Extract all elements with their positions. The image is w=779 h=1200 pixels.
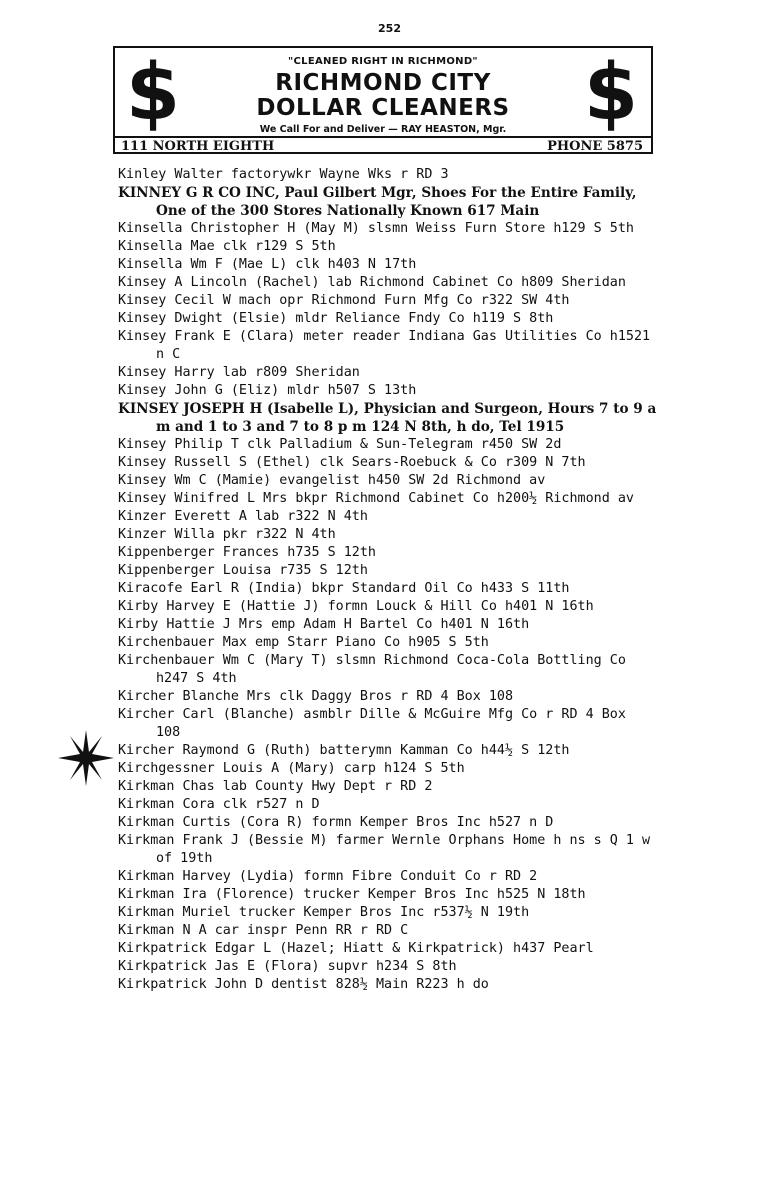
ad-divider	[115, 136, 651, 138]
directory-entry: Kinsey A Lincoln (Rachel) lab Richmond Cabinet Co h809 Sheridan	[118, 275, 626, 290]
ad-address: 111 NORTH EIGHTH	[121, 139, 275, 154]
directory-entry: Kinley Walter factorywkr Wayne Wks r RD 3	[118, 167, 449, 182]
directory-entry: KINSEY JOSEPH H (Isabelle L), Physician and Surgeon, Hours 7 to 9 a m and 1 to 3 and 7 to 8 p m 124 N 8th, h do, Tel 1915	[118, 401, 657, 435]
directory-entry: Kippenberger Louisa r735 S 12th	[118, 563, 368, 578]
directory-entry: Kinsey Winifred L Mrs bkpr Richmond Cabinet Co h200½ Richmond av	[118, 491, 634, 506]
directory-entry: Kirkpatrick Edgar L (Hazel; Hiatt & Kirkpatrick) h437 Pearl	[118, 941, 594, 956]
directory-entry: Kinsey Wm C (Mamie) evangelist h450 SW 2d Richmond av	[118, 473, 546, 488]
ad-tagline: "CLEANED RIGHT IN RICHMOND"	[288, 56, 478, 67]
directory-entry: Kinsella Christopher H (May M) slsmn Weiss Furn Store h129 S 5th	[118, 221, 634, 236]
directory-entry: Kircher Carl (Blanche) asmblr Dille & McGuire Mfg Co r RD 4 Box 108	[118, 707, 626, 740]
directory-entry: Kirkpatrick John D dentist 828½ Main R223 h do	[118, 977, 489, 992]
directory-entry: Kirkman N A car inspr Penn RR r RD C	[118, 923, 409, 938]
advertisement-box	[113, 46, 653, 154]
dollar-sign-icon: $	[583, 48, 639, 138]
ad-business-name: RICHMOND CITY	[275, 70, 491, 96]
directory-listing	[118, 166, 658, 994]
directory-entry: Kippenberger Frances h735 S 12th	[118, 545, 376, 560]
directory-entry: Kinzer Everett A lab r322 N 4th	[118, 509, 368, 524]
directory-entry: Kirby Hattie J Mrs emp Adam H Bartel Co h401 N 16th	[118, 617, 530, 632]
directory-entry: Kircher Raymond G (Ruth) batterymn Kamman Co h44½ S 12th	[118, 743, 570, 758]
ad-business-name-line2: DOLLAR CLEANERS	[256, 95, 510, 121]
directory-entry: Kinsey Cecil W mach opr Richmond Furn Mfg Co r322 SW 4th	[118, 293, 570, 308]
directory-entry: Kirkman Cora clk r527 n D	[118, 797, 320, 812]
page-number: 252	[378, 22, 401, 35]
directory-entry: Kinsella Wm F (Mae L) clk h403 N 17th	[118, 257, 417, 272]
directory-entry: Kinzer Willa pkr r322 N 4th	[118, 527, 336, 542]
directory-entry: Kinsey John G (Eliz) mldr h507 S 13th	[118, 383, 417, 398]
directory-entry: Kirkman Chas lab County Hwy Dept r RD 2	[118, 779, 433, 794]
directory-entry: Kirkman Ira (Florence) trucker Kemper Bros Inc h525 N 18th	[118, 887, 586, 902]
directory-entry: Kirchenbauer Max emp Starr Piano Co h905 S 5th	[118, 635, 489, 650]
directory-entry: Kircher Blanche Mrs clk Daggy Bros r RD 4 Box 108	[118, 689, 514, 704]
directory-entry: Kiracofe Earl R (India) bkpr Standard Oil Co h433 S 11th	[118, 581, 570, 596]
directory-entry: Kirkman Frank J (Bessie M) farmer Wernle Orphans Home h ns s Q 1 w of 19th	[118, 833, 651, 866]
directory-entry: Kirchgessner Louis A (Mary) carp h124 S 5th	[118, 761, 465, 776]
directory-entry: Kinsey Philip T clk Palladium & Sun-Telegram r450 SW 2d	[118, 437, 562, 452]
directory-entry: KINNEY G R CO INC, Paul Gilbert Mgr, Shoes For the Entire Family, One of the 300 Stores Nationally Known 617 Main	[118, 185, 637, 219]
directory-entry: Kinsey Frank E (Clara) meter reader Indiana Gas Utilities Co h1521 n C	[118, 329, 651, 362]
directory-entry: Kinsey Dwight (Elsie) mldr Reliance Fndy Co h119 S 8th	[118, 311, 554, 326]
directory-entry: Kirkpatrick Jas E (Flora) supvr h234 S 8th	[118, 959, 457, 974]
directory-entry: Kirkman Curtis (Cora R) formn Kemper Bros Inc h527 n D	[118, 815, 554, 830]
directory-entry: Kirby Harvey E (Hattie J) formn Louck & Hill Co h401 N 16th	[118, 599, 594, 614]
directory-entry: Kinsey Russell S (Ethel) clk Sears-Roebuck & Co r309 N 7th	[118, 455, 586, 470]
directory-entry: Kinsey Harry lab r809 Sheridan	[118, 365, 360, 380]
directory-entry: Kirkman Harvey (Lydia) formn Fibre Conduit Co r RD 2	[118, 869, 538, 884]
directory-entry: Kirchenbauer Wm C (Mary T) slsmn Richmond Coca-Cola Bottling Co h247 S 4th	[118, 653, 626, 686]
ad-delivery-line: We Call For and Deliver — RAY HEASTON, Mgr.	[259, 124, 507, 135]
ad-phone: PHONE 5875	[547, 139, 643, 154]
directory-entry: Kinsella Mae clk r129 S 5th	[118, 239, 336, 254]
star-icon	[58, 730, 114, 786]
dollar-sign-icon: $	[125, 48, 181, 138]
directory-entry: Kirkman Muriel trucker Kemper Bros Inc r537½ N 19th	[118, 905, 530, 920]
